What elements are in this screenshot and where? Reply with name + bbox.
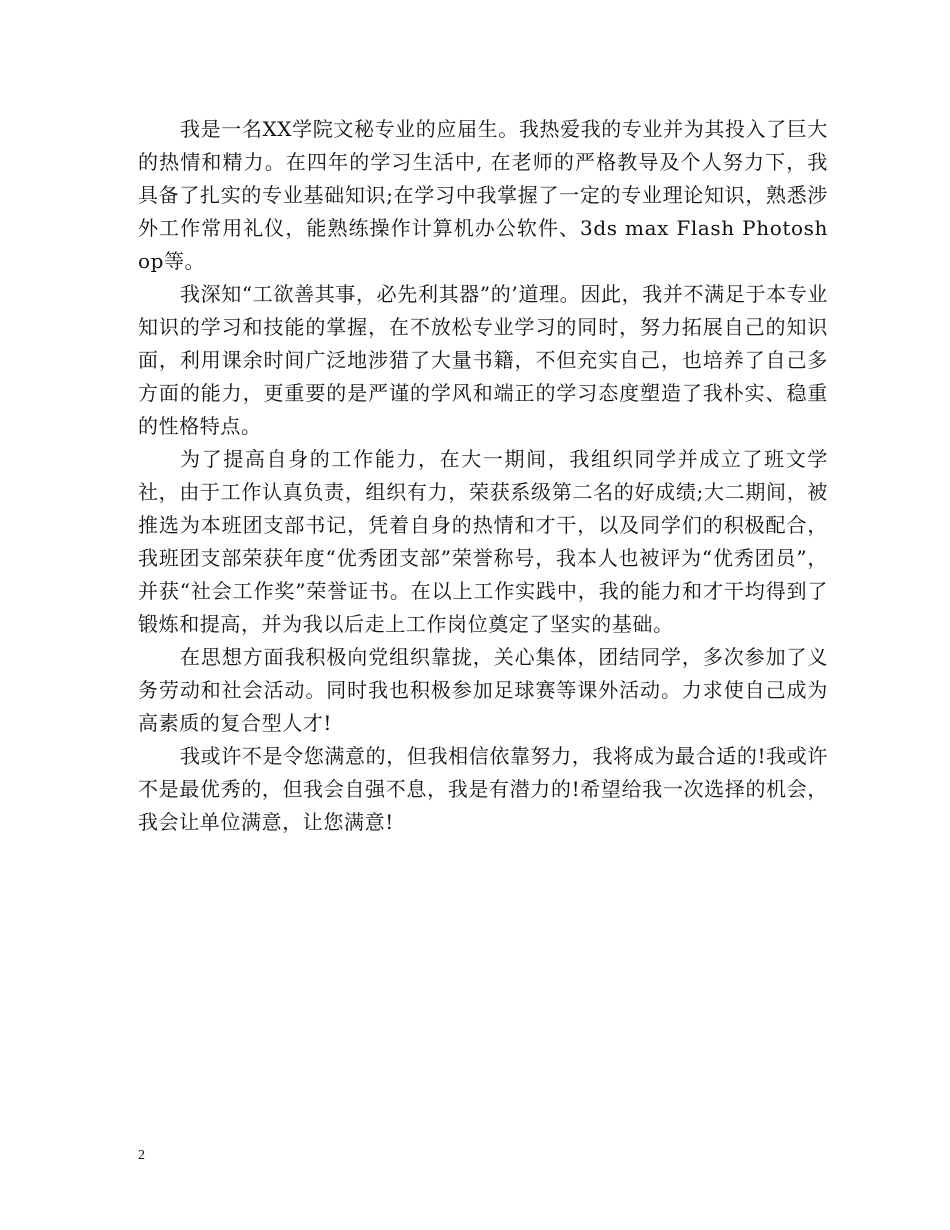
paragraph-closing: 我或许不是令您满意的，但我相信依靠努力，我将成为最合适的!我或许不是最优秀的，但我会自强不息，我是有潜力的!希望给我一次选择的机会，我会让单位满意，让您满意! xyxy=(138,744,828,834)
paragraph-work-experience: 为了提高自身的工作能力，在大一期间，我组织同学并成立了班文学社，由于工作认真负责，组织有力，荣获系级第二名的好成绩;大二期间，被推选为本班团支部书记，凭着自身的热情和才干，以及同学们的积极配合，我班团支部荣获年度“优秀团支部”荣誉称号，我本人也被评为“优秀团员”，并获“社会工作奖”荣誉证书。在以上工作实践中，我的能力和才干均得到了锻炼和提高，并为我以后走上工作岗位奠定了坚实的基础。 xyxy=(138,447,828,636)
page-number: 2 xyxy=(138,1148,145,1163)
document-body xyxy=(138,113,828,839)
paragraph-ideology: 在思想方面我积极向党组织靠拢，关心集体，团结同学，多次参加了义务劳动和社会活动。同时我也积极参加足球赛等课外活动。力求使自己成为高素质的复合型人才! xyxy=(138,645,828,735)
paragraph-self-improvement: 我深知“工欲善其事，必先利其器”的’道理。因此，我并不满足于本专业知识的学习和技能的掌握，在不放松专业学习的同时，努力拓展自己的知识面，利用课余时间广泛地涉猎了大量书籍，不但充实自己，也培养了自己多方面的能力，更重要的是严谨的学风和端正的学习态度塑造了我朴实、稳重的性格特点。 xyxy=(138,282,828,438)
paragraph-introduction: 我是一名XX学院文秘专业的应届生。我热爱我的专业并为其投入了巨大的热情和精力。在四年的学习生活中, 在老师的严格教导及个人努力下，我具备了扎实的专业基础知识;在学习中我掌握了一定的专业理论知识，熟悉涉外工作常用礼仪，能熟练操作计算机办公软件、3ds max Flash Photoshop等。 xyxy=(138,117,828,273)
